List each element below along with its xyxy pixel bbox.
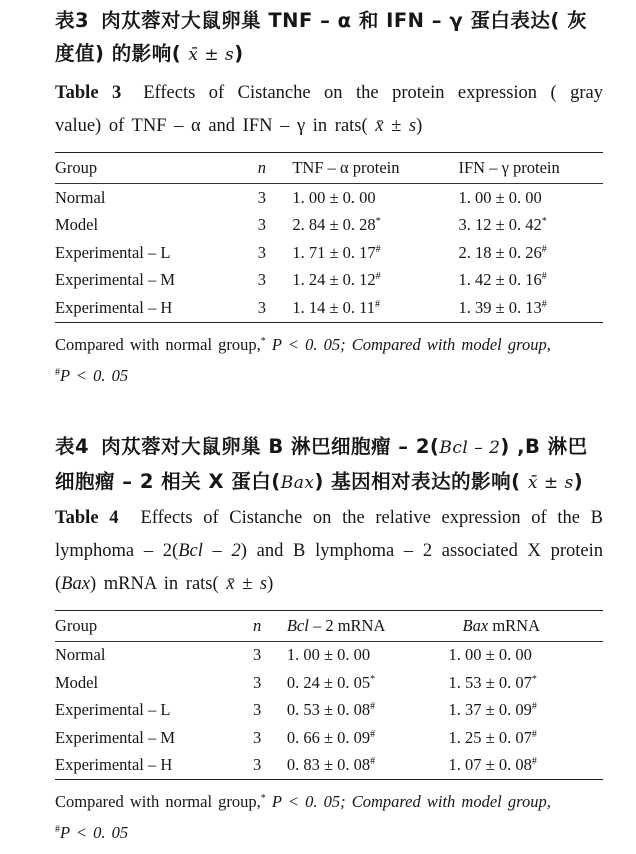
- significance-mark: #: [541, 243, 547, 255]
- table4: [55, 610, 603, 781]
- table4-header-bax-rest: mRNA: [488, 615, 540, 635]
- table3-tnf-value: 1. 00 ± 0. 00: [292, 187, 376, 207]
- table4-label-zh: 表4: [55, 434, 90, 458]
- table4-bax-value: 1. 37 ± 0. 09: [448, 700, 532, 720]
- table4-title-en-text-c: ) mRNA in rats(: [89, 573, 219, 594]
- table4-header-row: [55, 610, 603, 641]
- table-row: [55, 212, 603, 240]
- table4-bcl-value: 0. 53 ± 0. 08: [286, 700, 371, 720]
- table4-bax-value: 1. 07 ± 0. 08: [448, 755, 532, 775]
- table3-title-zh-text: 肉苁蓉对大鼠卵巢 TNF – α 和 IFN – γ 蛋白表达( 灰度值) 的影响(: [55, 9, 588, 65]
- table4-title-en-text-a: Effects of Cistanche on the relative expression of the B lymphoma – 2(: [55, 507, 604, 561]
- significance-mark: *: [541, 216, 547, 228]
- table4-header-bcl-rest: – 2 mRNA: [308, 615, 386, 635]
- significance-mark: #: [541, 271, 547, 283]
- table4-n-cell: 3: [252, 645, 262, 665]
- table3-ifn-value: 3. 12 ± 0. 42: [458, 215, 542, 235]
- table4-header-group: Group: [55, 610, 237, 641]
- table3-header-row: [55, 153, 603, 184]
- table3-n-cell: 3: [242, 294, 283, 322]
- table4-n-cell: 3: [252, 700, 262, 720]
- table4-bax-cell: [437, 669, 603, 697]
- table4-header-n: n: [237, 610, 276, 641]
- table3-tnf-value: 1. 71 ± 0. 17: [292, 242, 376, 262]
- table4-bcl-cell: [277, 669, 437, 697]
- table3-ifn-value: 1. 39 ± 0. 13: [458, 297, 542, 317]
- table4-footnote-c: P < 0. 05: [60, 823, 129, 842]
- table3-ifn-cell: [446, 267, 603, 295]
- table3-group-cell: Model: [55, 215, 99, 235]
- table3-title-en-close: ): [416, 116, 423, 136]
- table4-bcl-value: 0. 66 ± 0. 09: [286, 727, 371, 747]
- table4-bcl-cell: [277, 724, 437, 752]
- table4-title-en-close: ): [267, 573, 274, 594]
- table4-footnote-b: P < 0. 05; Compared with model group,: [271, 792, 551, 811]
- table3-n-cell: 3: [257, 215, 267, 235]
- table3-label-en: Table 3: [55, 83, 122, 103]
- table3-tnf-value: 1. 14 ± 0. 11: [292, 297, 376, 317]
- significance-mark: *: [260, 335, 266, 347]
- table3-ifn-value: 1. 00 ± 0. 00: [458, 187, 542, 207]
- table3-tnf-value: 1. 24 ± 0. 12: [292, 270, 376, 290]
- significance-mark: #: [370, 701, 376, 713]
- table4-bcl-value: 0. 24 ± 0. 05: [286, 672, 371, 692]
- table3-header-tnf: TNF – α protein: [282, 153, 446, 184]
- table-row: [55, 294, 603, 322]
- significance-mark: *: [375, 216, 381, 228]
- table-row: [55, 724, 603, 752]
- table4-header-bax-gene: Bax: [462, 615, 489, 635]
- significance-mark: #: [375, 298, 381, 310]
- table3-footnote-b: P < 0. 05; Compared with model group,: [271, 334, 551, 354]
- table3-group-cell: Experimental – M: [55, 270, 176, 290]
- table3-title-zh: [55, 4, 603, 72]
- table4-bax-cell: [437, 724, 603, 752]
- table-row: [55, 669, 603, 697]
- table3-group-cell: Experimental – H: [55, 294, 242, 322]
- table3-footnote: [55, 329, 603, 391]
- table3: [55, 152, 603, 323]
- table4-title-zh-text-a: 肉苁蓉对大鼠卵巢 B 淋巴细胞瘤 – 2(: [101, 434, 440, 458]
- table4-n-cell: 3: [237, 752, 276, 780]
- table-row: [55, 752, 603, 780]
- table4-header-bcl-gene: Bcl: [286, 615, 309, 635]
- table4-label-en: Table 4: [55, 507, 119, 528]
- table4-bcl-value: 1. 00 ± 0. 00: [286, 645, 371, 665]
- table3-n-cell: 3: [257, 270, 267, 290]
- table4-title-zh: [55, 430, 603, 500]
- significance-mark: #: [55, 366, 60, 378]
- table4-bax-value: 1. 00 ± 0. 00: [448, 645, 532, 665]
- table4-group-cell: Normal: [55, 645, 106, 665]
- table4-group-cell: Experimental – L: [55, 700, 171, 720]
- table4-title-zh-close: ): [573, 469, 584, 493]
- table4-title-en-bcl: Bcl – 2: [178, 540, 241, 561]
- table3-group-cell: Normal: [55, 187, 106, 207]
- table4-title-zh-stat: x̄ ± s: [527, 472, 574, 493]
- significance-mark: #: [541, 298, 547, 310]
- significance-mark: #: [531, 728, 537, 740]
- table3-label-zh: 表3: [55, 9, 90, 32]
- table-row: [55, 184, 603, 212]
- table4-title-en-text-b: ) and B lymphoma – 2 associated X protein (: [55, 540, 603, 594]
- significance-mark: #: [370, 756, 376, 768]
- table4-footnote-a: Compared with normal group,: [55, 792, 261, 811]
- table4-title-zh-text-b: ) ,B 淋巴细胞瘤 – 2 相关 X 蛋白(: [55, 434, 588, 493]
- table3-tnf-value: 2. 84 ± 0. 28: [292, 215, 376, 235]
- table4-title-zh-bax: Bax: [280, 472, 315, 493]
- table3-ifn-cell: [446, 184, 603, 212]
- table3-ifn-value: 1. 42 ± 0. 16: [458, 270, 542, 290]
- table3-header-n: n: [242, 153, 283, 184]
- table4-bcl-cell: [277, 641, 437, 669]
- significance-mark: #: [375, 271, 381, 283]
- article-page: [55, 0, 603, 848]
- table3-tnf-cell: [282, 267, 446, 295]
- table-row: [55, 239, 603, 267]
- table4-bcl-value: 0. 83 ± 0. 08: [286, 755, 371, 775]
- table4-bcl-cell: [277, 752, 437, 780]
- table3-header-ifn: IFN – γ protein: [446, 153, 603, 184]
- table4-bax-value: 1. 25 ± 0. 07: [448, 727, 532, 747]
- table4-title-zh-text-c: ) 基因相对表达的影响(: [314, 469, 521, 493]
- table-row: [55, 267, 603, 295]
- table3-ifn-cell: [446, 212, 603, 240]
- table3-n-cell: 3: [257, 187, 267, 207]
- table3-ifn-value: 2. 18 ± 0. 26: [458, 242, 542, 262]
- significance-mark: *: [260, 793, 266, 804]
- table4-title-en-bax: Bax: [61, 573, 90, 594]
- table3-tnf-cell: [282, 239, 446, 267]
- significance-mark: #: [531, 756, 537, 768]
- table3-title-en: [55, 77, 603, 143]
- table4-group-cell: Experimental – M: [55, 727, 176, 747]
- table3-title-zh-stat: x̄ ± s: [188, 45, 235, 65]
- table4-n-cell: 3: [252, 727, 262, 747]
- table3-tnf-cell: [282, 212, 446, 240]
- table4-bax-value: 1. 53 ± 0. 07: [448, 672, 532, 692]
- table4-n-cell: 3: [252, 672, 262, 692]
- significance-mark: #: [531, 701, 537, 713]
- table3-tnf-cell: [282, 184, 446, 212]
- table4-title-en-stat: x̄ ± s: [226, 573, 268, 594]
- table-row: [55, 641, 603, 669]
- table3-n-cell: 3: [257, 242, 267, 262]
- table3-ifn-cell: [446, 294, 603, 322]
- table4-bcl-cell: [277, 697, 437, 725]
- significance-mark: #: [375, 243, 381, 255]
- table3-group-cell: Experimental – L: [55, 242, 171, 262]
- table4-title-zh-bcl: Bcl – 2: [439, 437, 501, 458]
- significance-mark: *: [531, 673, 537, 685]
- table3-title-en-text: Effects of Cistanche on the protein expression ( gray value) of TNF – α and IFN – γ in rats(: [55, 83, 603, 136]
- table4-group-cell: Model: [55, 672, 99, 692]
- table4-header-bcl: [277, 610, 437, 641]
- table3-tnf-cell: [282, 294, 446, 322]
- table4-bax-cell: [437, 641, 603, 669]
- table4-bax-cell: [437, 697, 603, 725]
- table3-header-group: Group: [55, 153, 242, 184]
- significance-mark: #: [55, 824, 60, 835]
- table3-ifn-cell: [446, 239, 603, 267]
- table3-title-en-stat: x̄ ± s: [375, 116, 417, 136]
- significance-mark: *: [370, 673, 376, 685]
- table-row: [55, 697, 603, 725]
- table3-footnote-a: Compared with normal group,: [55, 334, 261, 354]
- table4-title-en: [55, 502, 603, 601]
- table4-header-bax: [437, 610, 603, 641]
- table4-footnote: [55, 786, 603, 848]
- table4-bax-cell: [437, 752, 603, 780]
- table4-group-cell: Experimental – H: [55, 752, 237, 780]
- significance-mark: #: [370, 728, 376, 740]
- table3-footnote-c: P < 0. 05: [60, 365, 129, 385]
- table3-title-zh-close: ): [234, 42, 244, 65]
